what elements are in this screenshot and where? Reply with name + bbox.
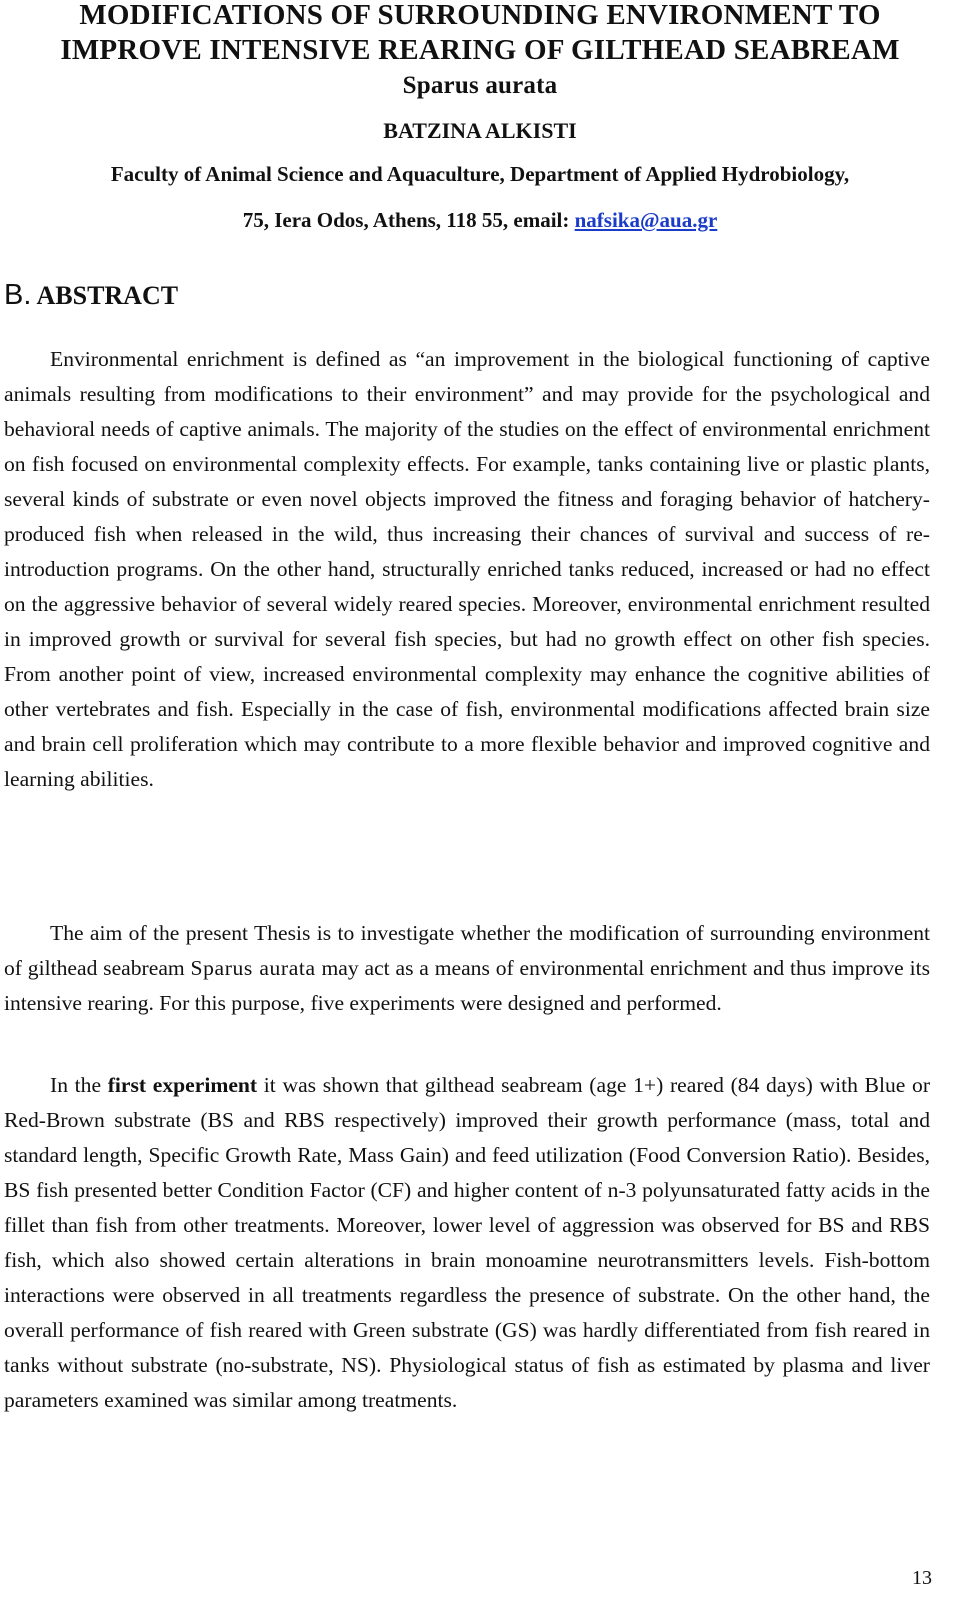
address-line [0,206,960,234]
section-title: ABSTRACT [36,281,179,310]
address-text: 75, Iera Odos, Athens, 118 55, email: [242,208,575,232]
section-letter: B. [4,279,32,311]
author-name: BATZINA ALKISTI [383,118,577,143]
section-heading [4,278,178,313]
affiliation: Faculty of Animal Science and Aquaculture, Department of Applied Hydrobiology, [110,162,850,186]
abstract-paragraph-3 [4,1068,930,1418]
page-number: 13 [912,1567,932,1589]
abstract-paragraph-2 [4,916,930,1021]
paragraph-3-text-after: it was shown that gilthead seabream (age 1+) reared (84 days) with Blue or Red-Brown substrate (BS and RBS respectively) improved their growth performance (mass, total and standard length, Specific Growth Rate, Mass Gain) and feed utilization (Food Conversion Ratio). Besides, BS fish presented better Condition Factor (CF) and higher content of n-3 polyunsaturated fatty acids in the fillet than fish from other treatments. Moreover, lower level of aggression was observed for BS and RBS fish, which also showed certain alterations in brain monoamine neurotransmitters levels. Fish-bottom interactions were observed in all treatments regardless the presence of substrate. On the other hand, the overall performance of fish reared with Green substrate (GS) was hardly differentiated from fish reared in tanks without substrate (no-substrate, NS). Physiological status of fish as estimated by plasma and liver parameters examined was similar among treatments. [4,1073,931,1412]
paragraph-3-text-before: In the [50,1073,108,1097]
title-line-2: IMPROVE INTENSIVE REARING OF GILTHEAD SEABREAM [60,34,900,66]
species-name: Sparus aurata [190,956,316,980]
title-species: Sparus aurata [402,72,558,99]
paragraph-2-text-after: may act as a means of environmental enrichment and thus improve its intensive rearing. For this purpose, five experiments were designed and performed. [4,956,930,1015]
title-line-1: MODIFICATIONS OF SURROUNDING ENVIRONMENT TO [79,0,881,31]
first-experiment-label: first experiment [107,1073,258,1097]
abstract-paragraph-1: Environmental enrichment is defined as “an improvement in the biological functioning of captive animals resulting from modifications to their environment” and may provide for the psychological and behavioral needs of captive animals. The majority of the studies on the effect of environmental enrichment on fish focused on environmental complexity effects. For example, tanks containing live or plastic plants, several kinds of substrate or even novel objects improved the fitness and foraging behavior of hatchery-produced fish when released in the wild, thus increasing their chances of survival and success of re-introduction programs. On the other hand, structurally enriched tanks reduced, increased or had no effect on the aggressive behavior of several widely reared species. Moreover, environmental enrichment resulted in improved growth or survival for several fish species, but had no growth effect on other fish species. From another point of view, increased environmental complexity may enhance the cognitive abilities of other vertebrates and fish. Especially in the case of fish, environmental modifications affected brain size and brain cell proliferation which may contribute to a more flexible behavior and improved cognitive and learning abilities. [4,347,930,791]
email-link[interactable]: nafsika@aua.gr [574,208,718,232]
paragraph-2-text-before: The aim of the present Thesis is to investigate whether the modification of surrounding environment of gilthead seabream [4,921,930,980]
